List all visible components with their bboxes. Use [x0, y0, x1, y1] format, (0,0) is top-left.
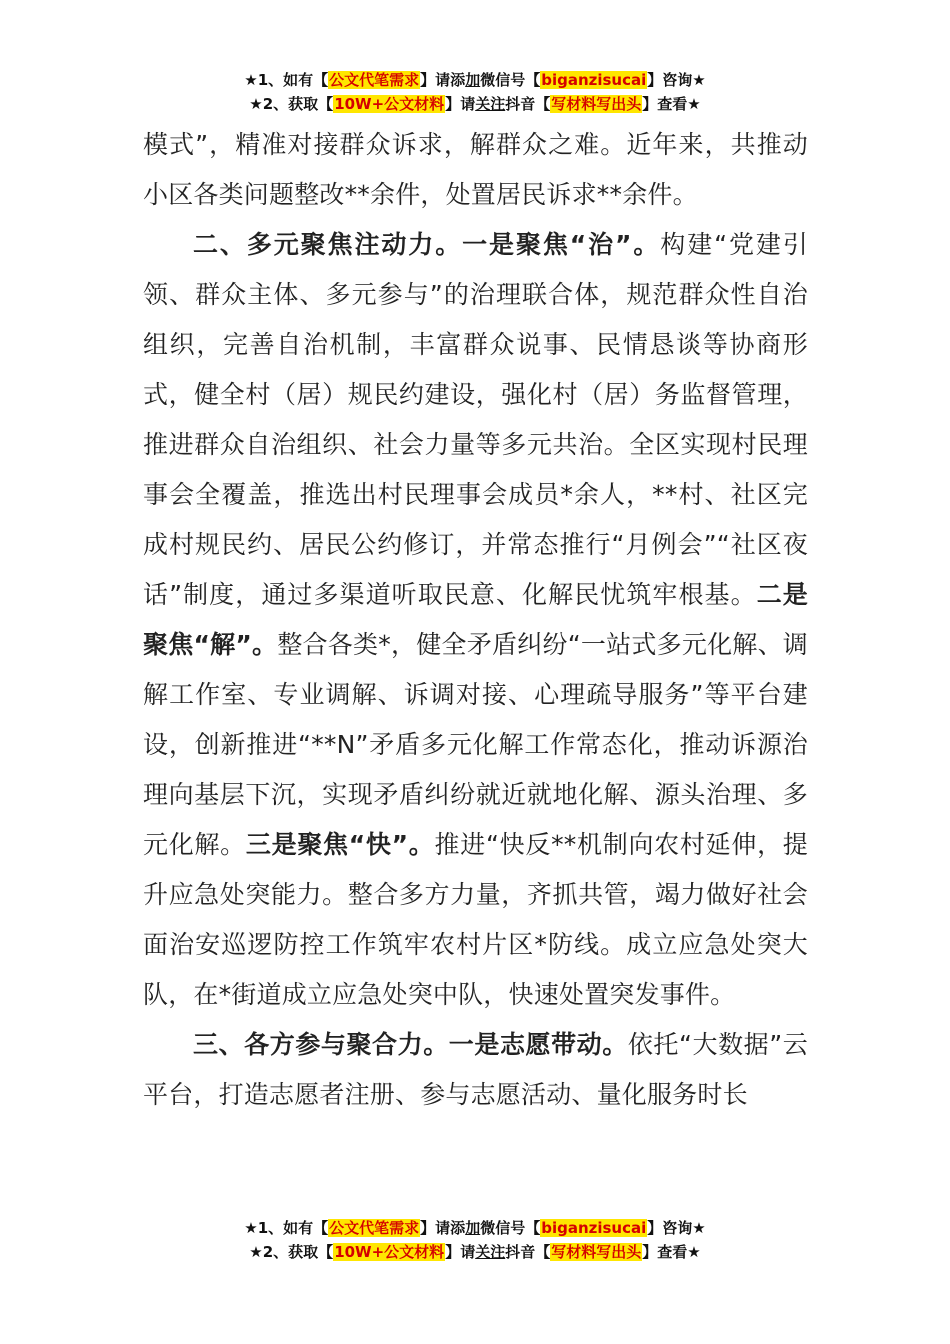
paragraph-3: 三、各方参与聚合力。一是志愿带动。依托“大数据”云平台，打造志愿者注册、参与志愿活动、量化服务时长 — [143, 1030, 808, 1109]
document-body — [143, 120, 808, 1120]
banner-line-1: ★1、如有【公文代笔需求】请添加微信号【biganzisucai】咨询★ — [244, 1219, 706, 1237]
banner-highlight: 公文代笔需求 — [329, 1219, 420, 1237]
paragraph-1: 模式”，精准对接群众诉求，解群众之难。近年来，共推动小区各类问题整改**余件，处置居民诉求**余件。 — [143, 130, 808, 209]
banner-highlight: 公文代笔需求 — [329, 71, 420, 89]
subheading: 三是聚焦“快”。 — [245, 830, 435, 859]
banner-line-2: ★2、获取【10W+公文材料】请关注抖音【写材料写出头】查看★ — [249, 95, 701, 113]
header-banner — [0, 68, 950, 116]
banner-highlight: biganzisucai — [541, 71, 647, 89]
banner-highlight: 写材料写出头 — [551, 95, 642, 113]
section-heading: 三、各方参与聚合力。一是志愿带动。 — [193, 1030, 628, 1059]
banner-highlight: 写材料写出头 — [551, 1243, 642, 1261]
banner-line-2: ★2、获取【10W+公文材料】请关注抖音【写材料写出头】查看★ — [249, 1243, 701, 1261]
banner-highlight: 10W+公文材料 — [334, 95, 445, 113]
section-heading: 二、多元聚焦注动力。一是聚焦“治”。 — [193, 230, 661, 259]
subheading: 二是聚焦“解”。 — [143, 580, 808, 659]
banner-line-1: ★1、如有【公文代笔需求】请添加微信号【biganzisucai】咨询★ — [244, 71, 706, 89]
footer-banner — [0, 1216, 950, 1264]
banner-highlight: biganzisucai — [541, 1219, 647, 1237]
banner-highlight: 10W+公文材料 — [334, 1243, 445, 1261]
paragraph-2: 二、多元聚焦注动力。一是聚焦“治”。构建“党建引领、群众主体、多元参与”的治理联合体，规范群众性自治组织，完善自治机制，丰富群众说事、民情恳谈等协商形式，健全村（居）规民约建设，强化村（居）务监督管理，推进群众自治组织、社会力量等多元共治。全区实现村民理事会全覆盖，推选出村民理事会成员*余人，**村、社区完成村规民约、居民公约修订，并常态推行“月例会”“社区夜话”制度，通过多渠道听取民意、化解民忧筑牢根基。二是聚焦“解”。整合各类*，健全矛盾纠纷“一站式多元化解、调解工作室、专业调解、诉调对接、心理疏导服务”等平台建设，创新推进“**N”矛盾多元化解工作常态化，推动诉源治理向基层下沉，实现矛盾纠纷就近就地化解、源头治理、多元化解。三是聚焦“快”。推进“快反**机制向农村延伸，提升应急处突能力。整合多方力量，齐抓共管，竭力做好社会面治安巡逻防控工作筑牢农村片区*防线。成立应急处突大队，在*街道成立应急处突中队，快速处置突发事件。 — [143, 230, 809, 1009]
